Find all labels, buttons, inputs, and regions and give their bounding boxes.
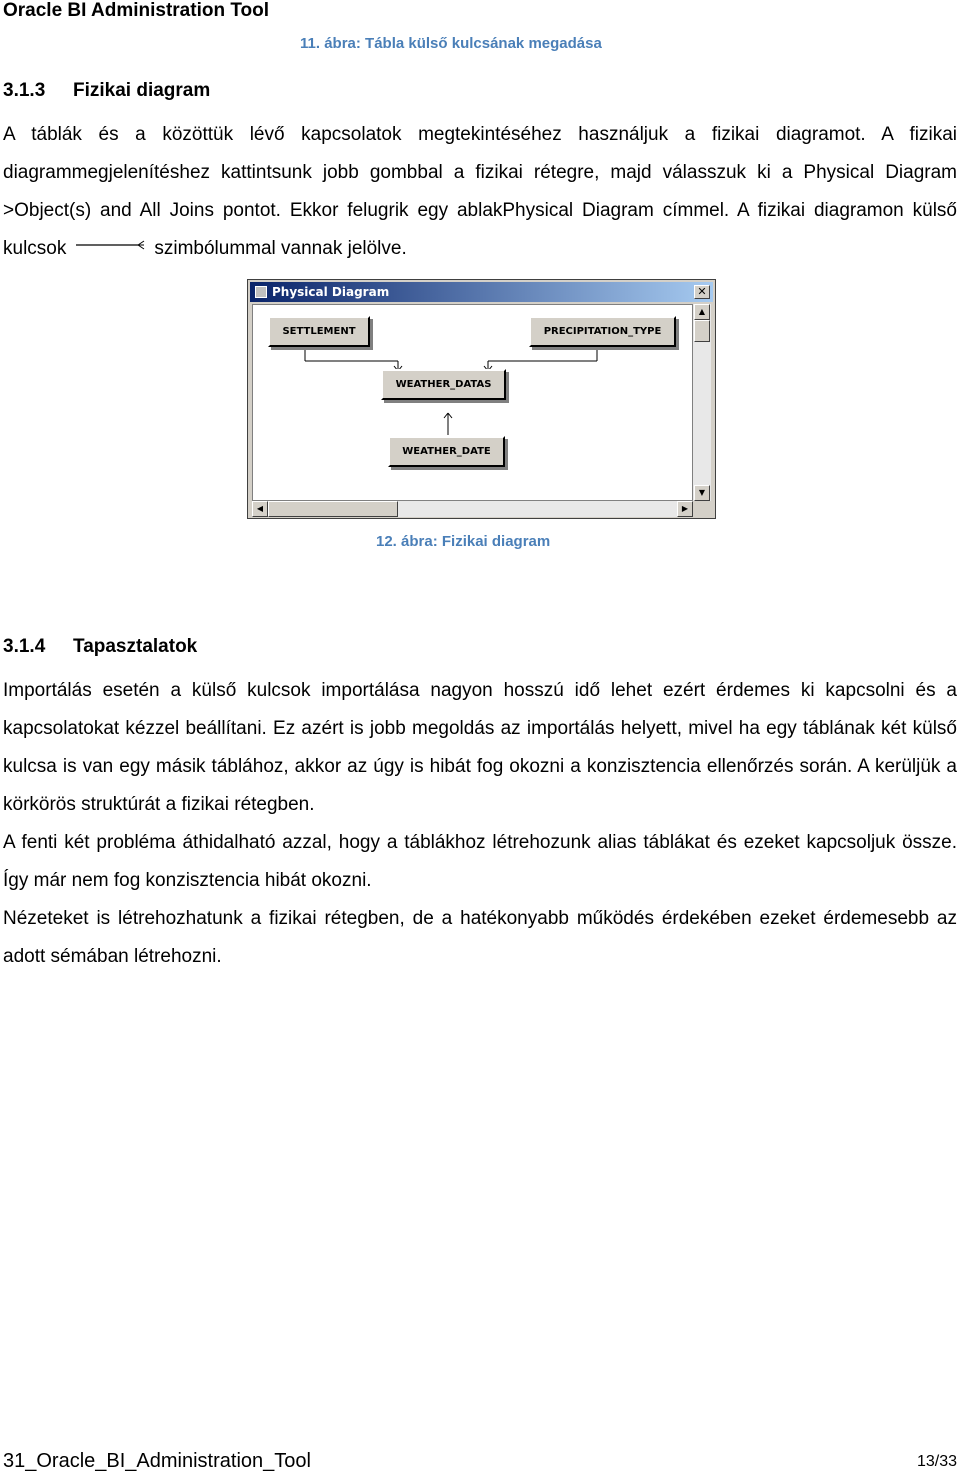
paragraph-text: A táblák és a közöttük lévő kapcsolatok megtekintéséhez használjuk a fizikai diagramot. A fizikai diagrammegjelenítéshez kattintsunk jobb gombbal a fizikai rétegre, majd válasszuk ki a Physical Diagram >Object(s) and All Joins pontot. Ekkor felugrik egy ablakPhysical Diagram címmel. A fizikai diagramon külső kulcsok bbox=[3, 124, 957, 259]
paragraph-text-end: szimbólummal vannak jelölve. bbox=[154, 238, 407, 259]
scroll-left-icon[interactable]: ◀ bbox=[252, 501, 268, 517]
section-title: Fizikai diagram bbox=[73, 80, 211, 101]
document-header-title: Oracle BI Administration Tool bbox=[3, 0, 270, 21]
section-number: 3.1.4 bbox=[3, 636, 46, 657]
window-title: Physical Diagram bbox=[272, 285, 390, 299]
window-title-bar bbox=[250, 282, 713, 302]
window-app-icon bbox=[255, 286, 267, 298]
table-weather-date[interactable]: WEATHER_DATE bbox=[388, 436, 505, 467]
scroll-down-icon[interactable]: ▼ bbox=[694, 485, 710, 501]
scroll-right-icon[interactable]: ▶ bbox=[677, 501, 693, 517]
footer-page-number: 13/33 bbox=[916, 1453, 957, 1470]
paragraph-fizikai-diagram bbox=[3, 116, 957, 268]
section-heading-fizikai-diagram bbox=[3, 80, 210, 102]
physical-diagram-window bbox=[247, 279, 716, 519]
foreign-key-symbol-icon bbox=[74, 239, 146, 259]
footer-filename: 31_Oracle_BI_Administration_Tool bbox=[3, 1450, 311, 1472]
horizontal-scrollbar[interactable] bbox=[252, 501, 693, 517]
table-settlement[interactable]: SETTLEMENT bbox=[268, 316, 370, 347]
table-precipitation-type[interactable]: PRECIPITATION_TYPE bbox=[529, 316, 676, 347]
scroll-up-icon[interactable]: ▲ bbox=[694, 304, 710, 320]
horizontal-scroll-thumb[interactable] bbox=[268, 501, 398, 517]
diagram-canvas bbox=[252, 304, 693, 501]
vertical-scroll-thumb[interactable] bbox=[694, 320, 710, 342]
section-number: 3.1.3 bbox=[3, 80, 46, 101]
paragraph-2: A fenti két probléma áthidalható azzal, hogy a táblákhoz létrehozunk alias táblákat és ezeket kapcsoljuk össze. Így már nem fog konzisztencia hibát okozni. bbox=[3, 832, 957, 891]
paragraphs-tapasztalatok bbox=[3, 672, 957, 976]
paragraph-3: Nézeteket is létrehozhatunk a fizikai rétegben, de a hatékonyabb működés érdekében ezeket érdemesebb az adott sémában létrehozni. bbox=[3, 908, 957, 967]
table-weather-datas[interactable]: WEATHER_DATAS bbox=[381, 369, 506, 400]
section-heading-tapasztalatok bbox=[3, 636, 197, 658]
vertical-scrollbar[interactable] bbox=[693, 304, 711, 501]
close-icon[interactable]: ✕ bbox=[694, 285, 710, 299]
section-title: Tapasztalatok bbox=[73, 636, 198, 657]
paragraph-1: Importálás esetén a külső kulcsok importálása nagyon hosszú idő lehet ezért érdemes ki kapcsolni és a kapcsolatokat kézzel beállítani. Ez azért is jobb megoldás az importálás helyett, mivel ha egy táblának két külső kulcsa is van egy másik táblához, akkor az úgy is hibát fog okozni a konzisztencia ellenőrzés során. A kerüljük a körkörös struktúrát a fizikai rétegben. bbox=[3, 680, 957, 815]
figure-caption-12: 12. ábra: Fizikai diagram bbox=[376, 533, 551, 550]
figure-caption-11: 11. ábra: Tábla külső kulcsának megadása bbox=[300, 35, 602, 52]
